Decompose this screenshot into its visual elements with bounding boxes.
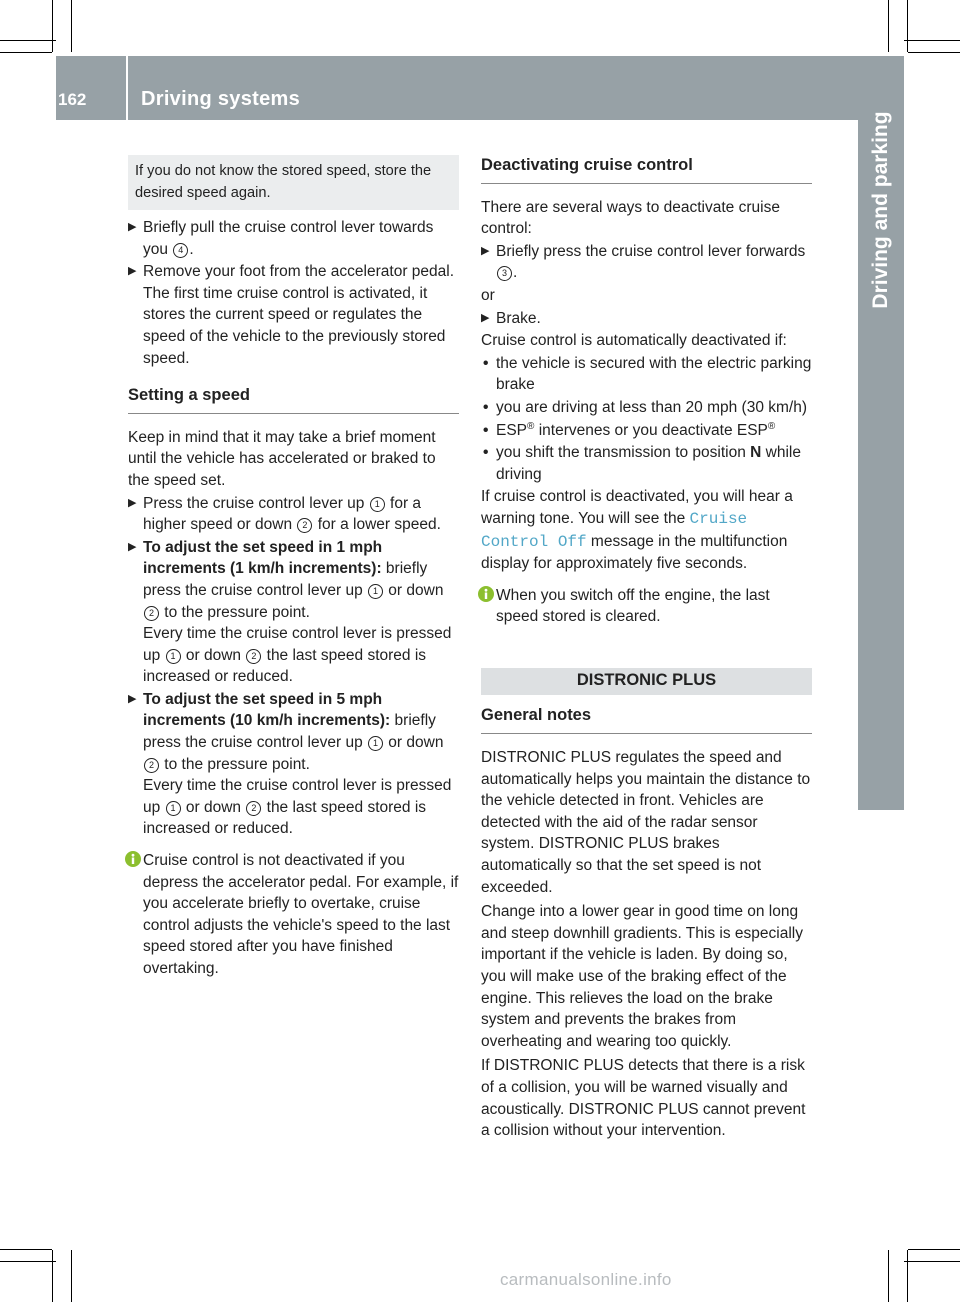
callout-number: 1 (368, 584, 383, 599)
step-text: Brake. (496, 309, 541, 327)
step-text: . (189, 240, 194, 258)
crop-mark (0, 52, 52, 53)
callout-number: 1 (166, 801, 181, 816)
bullet-item (481, 420, 812, 442)
info-icon (125, 851, 141, 867)
step-detail: the last speed stored is increased or reduced. (143, 646, 427, 686)
step-text: briefly press the cruise control lever up (143, 712, 436, 752)
bullet-text: while driving (496, 444, 801, 483)
paragraph: Cruise control is automatically deactivated if: (481, 332, 787, 350)
display-message: Cruise Control Off (481, 509, 748, 551)
step-text: to the pressure point. (160, 603, 310, 621)
arrow-icon: ▶ (481, 244, 490, 257)
instruction-step (128, 537, 459, 688)
bullet-icon: • (483, 398, 489, 416)
info-text: When you switch off the engine, the last speed stored is cleared. (496, 586, 770, 626)
callout-number: 2 (297, 518, 312, 533)
step-detail: or down (181, 646, 246, 664)
step-text: for a higher speed or down (143, 494, 422, 534)
watermark: carmanualsonline.info (500, 1270, 672, 1289)
crop-mark (52, 0, 53, 52)
bullet-item (481, 442, 812, 485)
info-note (128, 850, 459, 980)
callout-number: 3 (497, 266, 512, 281)
bullet-item (481, 353, 812, 396)
crop-mark (908, 1249, 960, 1250)
section-heading: General notes (481, 705, 812, 734)
instruction-step (128, 261, 459, 369)
bullet-item (481, 397, 812, 419)
bullet-text: ESP (496, 421, 528, 439)
crop-mark (907, 0, 908, 52)
step-detail: The first time cruise control is activated, it stores the current speed or regulates the speed of the vehicle to the previously stored speed. (143, 284, 446, 367)
step-detail: the last speed stored is increased or reduced. (143, 798, 427, 838)
info-note (481, 585, 812, 628)
instruction-step (128, 493, 459, 536)
step-text: or down (384, 581, 444, 599)
step-text: Briefly pull the cruise control lever towards you (143, 219, 434, 258)
crop-mark (0, 1261, 56, 1262)
crop-mark (888, 1250, 889, 1302)
callout-number: 2 (144, 758, 159, 773)
arrow-icon: ▶ (128, 692, 137, 705)
note-box (128, 155, 459, 210)
step-label: To adjust the set speed in 5 mph increments (10 km/h increments): (143, 690, 391, 730)
callout-number: 2 (246, 801, 261, 816)
step-text: to the pressure point. (160, 755, 310, 773)
step-detail: Every time the cruise control lever is pressed up (143, 777, 452, 816)
crop-mark (0, 1249, 52, 1250)
bullet-icon: • (483, 354, 489, 372)
step-text: briefly press the cruise control lever up (143, 560, 428, 599)
registered-mark: ® (527, 420, 535, 432)
crop-mark (904, 40, 960, 41)
paragraph: or (481, 286, 495, 304)
bullet-icon: • (483, 444, 489, 462)
step-text: Remove your foot from the accelerator pedal. (143, 263, 455, 281)
paragraph (481, 486, 812, 574)
header-divider (126, 56, 128, 120)
bullet-text: the vehicle is secured with the electric parking brake (496, 354, 812, 394)
info-text: Cruise control is not deactivated if you depress the accelerator pedal. For example, if you accelerate briefly to overtake, cruise control adjusts the vehicle's speed to the last speed stored after you have finished overtaking. (143, 852, 459, 977)
arrow-icon: ▶ (128, 221, 137, 233)
crop-mark (0, 40, 56, 41)
instruction-step (128, 689, 459, 840)
gear-position: N (750, 444, 762, 462)
callout-number: 1 (166, 649, 181, 664)
arrow-icon: ▶ (128, 265, 137, 278)
paragraph-text: If cruise control is deactivated, you will hear a warning tone. You will see the (481, 488, 793, 527)
callout-number: 2 (246, 649, 261, 664)
crop-mark (904, 1261, 960, 1262)
left-column (128, 155, 459, 980)
crop-mark (52, 1250, 53, 1302)
note-text: If you do not know the stored speed, store the desired speed again. (135, 163, 432, 201)
callout-number: 1 (370, 497, 385, 512)
bullet-text: you are driving at less than 20 mph (30 km/h) (496, 398, 808, 416)
instruction-step (481, 308, 812, 330)
bullet-text: intervenes or you deactivate ESP (534, 421, 768, 439)
paragraph-text: message in the multifunction display for approximately five seconds. (481, 532, 788, 573)
instruction-step (481, 241, 812, 284)
registered-mark: ® (767, 420, 776, 432)
section-heading: Deactivating cruise control (481, 155, 812, 184)
step-text: Briefly press the cruise control lever forwards (496, 242, 806, 260)
right-column (481, 155, 812, 1142)
step-text: Press the cruise control lever up (143, 494, 369, 512)
page-number: 162 (58, 90, 87, 109)
bullet-icon: • (483, 421, 489, 439)
crop-mark (71, 0, 72, 52)
paragraph: Keep in mind that it may take a brief moment until the vehicle has accelerated or braked to the speed set. (128, 428, 436, 489)
step-text: for a lower speed. (313, 516, 441, 534)
step-text: or down (384, 734, 444, 752)
arrow-icon: ▶ (481, 311, 490, 324)
paragraph: Change into a lower gear in good time on long and steep downhill gradients. This is especially important if the vehicle is laden. By doing so, you will make use of the braking effect of the engine. This relieves the load on the brake system and prevents the brakes from overheating and wearing too quickly. (481, 903, 803, 1050)
crop-mark (907, 1250, 908, 1302)
main-heading: DISTRONIC PLUS (481, 668, 812, 696)
crop-mark (71, 1250, 72, 1302)
crop-mark (908, 52, 960, 53)
instruction-step (128, 217, 459, 260)
section-heading: Setting a speed (128, 385, 459, 414)
side-tab-label: Driving and parking (869, 111, 892, 309)
paragraph: DISTRONIC PLUS regulates the speed and automatically helps you maintain the distance to the vehicle detected in front. Vehicles are detected with the aid of the radar sensor system. DISTRONIC PLUS brakes automatically so that the set speed is not exceeded. (481, 749, 811, 896)
callout-number: 2 (144, 606, 159, 621)
section-title: Driving systems (141, 88, 301, 110)
paragraph: If DISTRONIC PLUS detects that there is a risk of a collision, you will be warned visually and acoustically. DISTRONIC PLUS cannot prevent a collision without your intervention. (481, 1057, 806, 1140)
step-text: . (513, 264, 518, 282)
callout-number: 4 (173, 243, 188, 258)
bullet-text: you shift the transmission to position (496, 444, 751, 462)
info-icon (478, 586, 494, 602)
arrow-icon: ▶ (128, 540, 137, 553)
step-label: To adjust the set speed in 1 mph increments (1 km/h increments): (143, 538, 383, 578)
arrow-icon: ▶ (128, 496, 137, 509)
step-detail: Every time the cruise control lever is pressed up (143, 625, 452, 664)
crop-mark (888, 0, 889, 52)
callout-number: 1 (368, 736, 383, 751)
paragraph: There are several ways to deactivate cruise control: (481, 198, 780, 238)
step-detail: or down (181, 798, 246, 816)
